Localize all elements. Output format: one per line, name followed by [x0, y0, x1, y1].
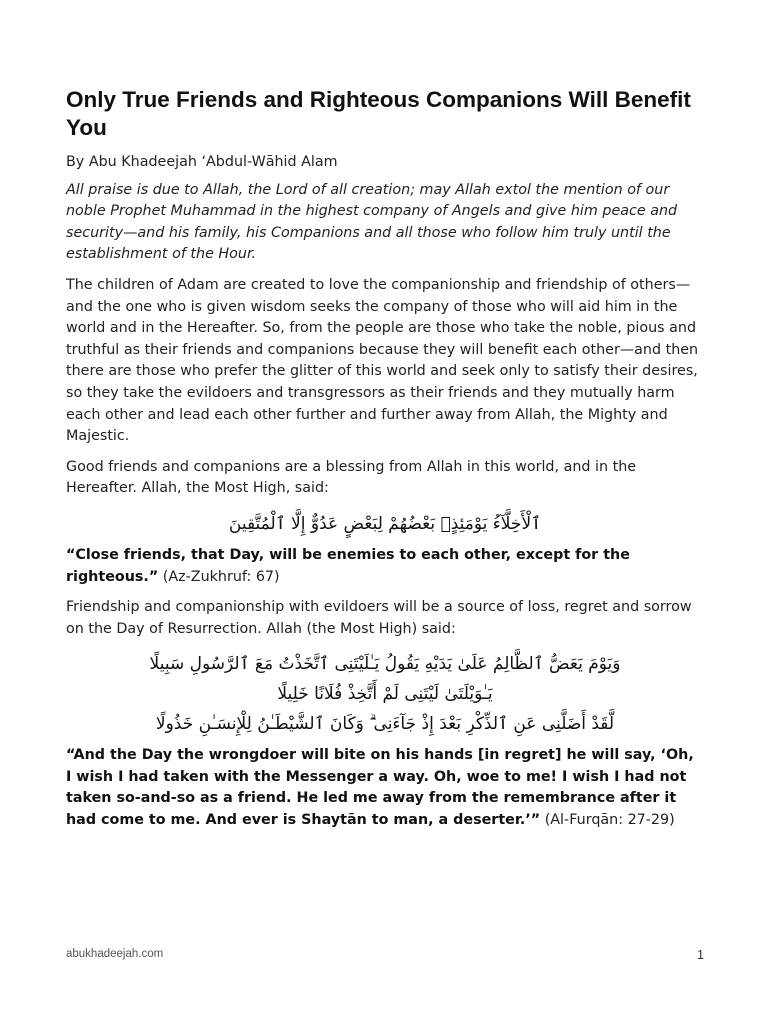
arabic-verse-2	[66, 649, 704, 739]
verse-translation-2	[66, 745, 704, 831]
body-paragraph-2: Good friends and companions are a blessing from Allah in this world, and in the Hereafter. Allah, the Most High, said:	[66, 458, 637, 497]
arabic-verse-1: ٱلْأَخِلَّآءُ يَوْمَئِذٍۭ بَعْضُهُمْ لِبَعْضٍ عَدُوٌّ إِلَّا ٱلْمُتَّقِينَ	[228, 513, 542, 534]
arabic-verse-2-line-3: لَّقَدْ أَضَلَّنِى عَنِ ٱلذِّكْرِ بَعْدَ إِذْ جَآءَنِى ۗ وَكَانَ ٱلشَّيْطَـٰنُ لِلْإِنسَـٰنِ خَذُولًا	[155, 714, 615, 735]
verse-translation-1	[66, 545, 704, 588]
footer-site-link[interactable]: abukhadeejah.com	[66, 948, 164, 960]
page-footer	[66, 948, 704, 968]
verse-reference-1: (Az-Zukhruf: 67)	[158, 568, 280, 585]
author-byline: By Abu Khadeejah ‘Abdul-Wāhid Alam	[66, 154, 338, 170]
article-title: Only True Friends and Righteous Companions Will Benefit You	[66, 87, 691, 140]
document-page	[66, 86, 704, 841]
arabic-verse-2-line-2: يَـٰوَيْلَتَىٰ لَيْتَنِى لَمْ أَتَّخِذْ فُلَانًا خَلِيلًا	[277, 684, 493, 705]
arabic-verse-2-line-1: وَيَوْمَ يَعَضُّ ٱلظَّالِمُ عَلَىٰ يَدَيْهِ يَقُولُ يَـٰلَيْتَنِى ٱتَّخَذْتُ مَعَ ٱلرَّسُولِ سَبِيلًا	[149, 654, 621, 675]
body-paragraph-1: The children of Adam are created to love the companionship and friendship of others—and the one who is given wisdom seeks the company of those who will aid him in the world and in the Hereafter. So, from the people are those who take the noble, pious and truthful as their friends and companions because they will benefit each other—and then there are those who prefer the glitter of this world and seek only to satisfy their desires, so they take the evildoers and transgressors as their friends and they mutually harm each other and lead each other further and further away from Allah, the Mighty and Majestic.	[66, 276, 699, 445]
verse-translation-2-text: “And the Day the wrongdoer will bite on his hands [in regret] he will say, ‘Oh, I wish I had taken with the Messenger a way. Oh, woe to me! I wish I had not taken so-and-so as a friend. He led me away from the remembrance after it had come to me. And ever is Shaytān to man, a deserter.’”	[66, 747, 694, 829]
verse-translation-1-text: “Close friends, that Day, will be enemies to each other, except for the righteous.”	[66, 546, 630, 585]
intro-paragraph: All praise is due to Allah, the Lord of all creation; may Allah extol the mention of our noble Prophet Muhammad in the highest company of Angels and give him peace and security—and his family, his Companions and all those who follow him truly until the establishment of the Hour.	[66, 181, 678, 263]
body-paragraph-3: Friendship and companionship with evildoers will be a source of loss, regret and sorrow on the Day of Resurrection. Allah (the Most High) said:	[66, 599, 692, 637]
verse-reference-2: (Al-Furqān: 27-29)	[540, 812, 675, 829]
page-number: 1	[697, 948, 704, 962]
